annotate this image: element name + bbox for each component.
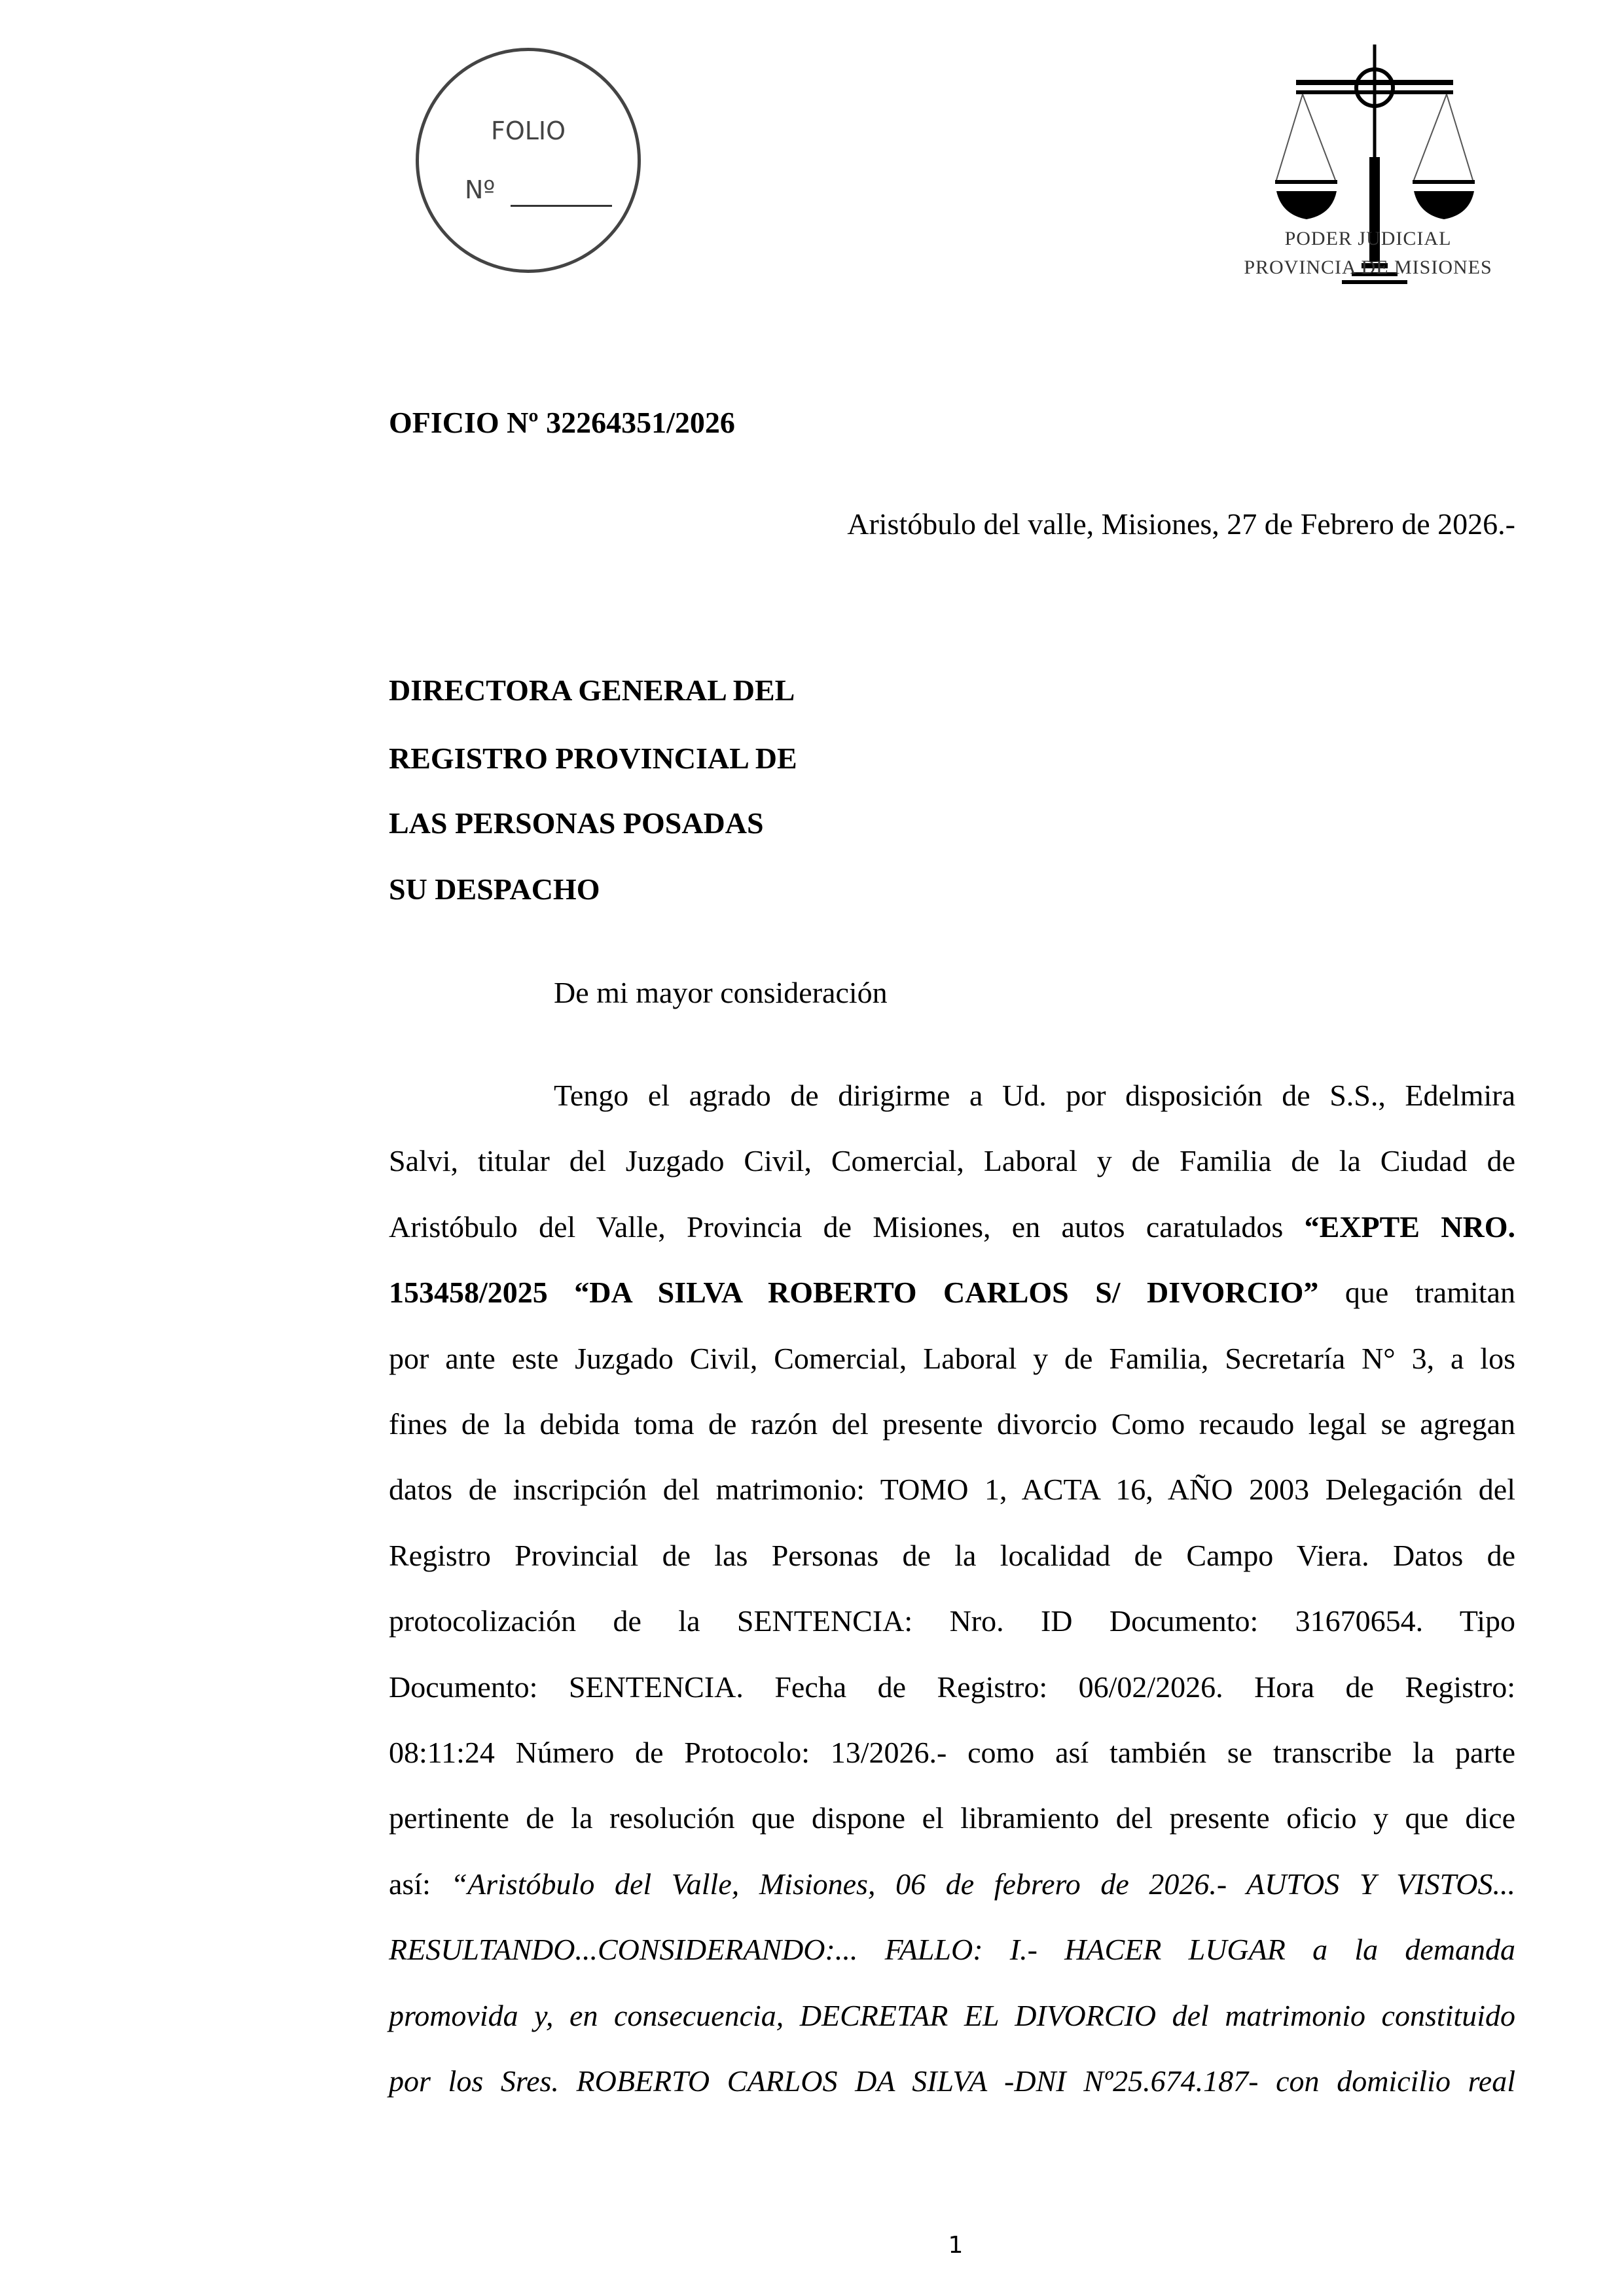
body-line bbox=[389, 1983, 1515, 2049]
body-line bbox=[389, 1588, 1515, 1654]
body-text-segment: 08:11:24 Número de Protocolo: 13/2026.- como así también se transcribe la parte bbox=[389, 1736, 1515, 1769]
body-text-segment: Documento: SENTENCIA. Fecha de Registro: 06/02/2026. Hora de Registro: bbox=[389, 1670, 1515, 1704]
folio-number-label: Nº bbox=[465, 175, 496, 204]
body-text-segment: que tramitan bbox=[1318, 1276, 1515, 1310]
body-text-segment: pertinente de la resolución que dispone el libramiento del presente oficio y que dice bbox=[389, 1801, 1515, 1835]
body-text-segment: Tengo el agrado de dirigirme a Ud. por disposición de S.S., Edelmira bbox=[554, 1079, 1515, 1112]
date-line: Aristóbulo del valle, Misiones, 27 de Febrero de 2026.- bbox=[847, 507, 1515, 541]
body-text-segment: Aristóbulo del Valle, Provincia de Misiones, en autos caratulados bbox=[389, 1210, 1305, 1244]
body-line bbox=[389, 1655, 1515, 1720]
salutation: De mi mayor consideración bbox=[554, 976, 888, 1009]
body-text-segment: por ante este Juzgado Civil, Comercial, Laboral y de Familia, Secretaría N° 3, a los bbox=[389, 1341, 1515, 1375]
body-line bbox=[389, 1457, 1515, 1522]
body-text-segment: Registro Provincial de las Personas de la localidad de Campo Viera. Datos de bbox=[389, 1538, 1515, 1572]
body-text-segment: “Aristóbulo del Valle, Misiones, 06 de febrero de 2026.- AUTOS Y VISTOS... bbox=[450, 1867, 1515, 1901]
body-line bbox=[389, 1523, 1515, 1588]
addressee-line: DIRECTORA GENERAL DEL bbox=[389, 673, 795, 707]
body-line bbox=[389, 1326, 1515, 1391]
body-text-segment: fines de la debida toma de razón del presente divorcio Como recaudo legal se agregan bbox=[389, 1407, 1515, 1441]
page-number: 1 bbox=[948, 2232, 964, 2259]
logo-line-1: PODER JUDICIAL bbox=[1284, 228, 1452, 249]
body-line bbox=[389, 1917, 1515, 1982]
folio-number-blank bbox=[511, 205, 612, 207]
body-line bbox=[389, 1260, 1515, 1325]
body-line bbox=[389, 2049, 1515, 2114]
body-text-segment: promovida y, en consecuencia, DECRETAR EL DIVORCIO del matrimonio constituido bbox=[389, 1998, 1515, 2032]
body-text-segment: “EXPTE NRO. bbox=[1304, 1210, 1515, 1244]
body-line bbox=[389, 1720, 1515, 1785]
body-text-segment: 153458/2025 “DA SILVA ROBERTO CARLOS S/ DIVORCIO” bbox=[389, 1276, 1319, 1310]
body-line bbox=[389, 1852, 1515, 1917]
body-line bbox=[389, 1194, 1515, 1260]
addressee-line: REGISTRO PROVINCIAL DE bbox=[389, 742, 797, 775]
addressee-line: LAS PERSONAS POSADAS bbox=[389, 806, 764, 840]
logo-line-2: PROVINCIA DE MISIONES bbox=[1244, 257, 1492, 278]
body-text-segment: por los Sres. ROBERTO CARLOS DA SILVA -DNI Nº25.674.187- con domicilio real bbox=[389, 2064, 1515, 2098]
folio-label: FOLIO bbox=[490, 117, 566, 145]
body-line bbox=[554, 1063, 1515, 1128]
body-text-segment: protocolización de la SENTENCIA: Nro. ID Documento: 31670654. Tipo bbox=[389, 1604, 1515, 1638]
body-line bbox=[389, 1128, 1515, 1194]
body-text-segment: RESULTANDO...CONSIDERANDO:... FALLO: I.- HACER LUGAR a la demanda bbox=[389, 1933, 1515, 1967]
addressee-line: SU DESPACHO bbox=[389, 872, 600, 906]
body-text-segment: así: bbox=[389, 1867, 451, 1901]
oficio-number: OFICIO Nº 32264351/2026 bbox=[389, 406, 735, 439]
folio-stamp bbox=[416, 48, 641, 273]
body-line bbox=[389, 1391, 1515, 1457]
body-line bbox=[389, 1785, 1515, 1851]
body-text-segment: Salvi, titular del Juzgado Civil, Comercial, Laboral y de Familia de la Ciudad de bbox=[389, 1144, 1515, 1178]
body-text-segment: datos de inscripción del matrimonio: TOMO 1, ACTA 16, AÑO 2003 Delegación del bbox=[389, 1473, 1515, 1507]
